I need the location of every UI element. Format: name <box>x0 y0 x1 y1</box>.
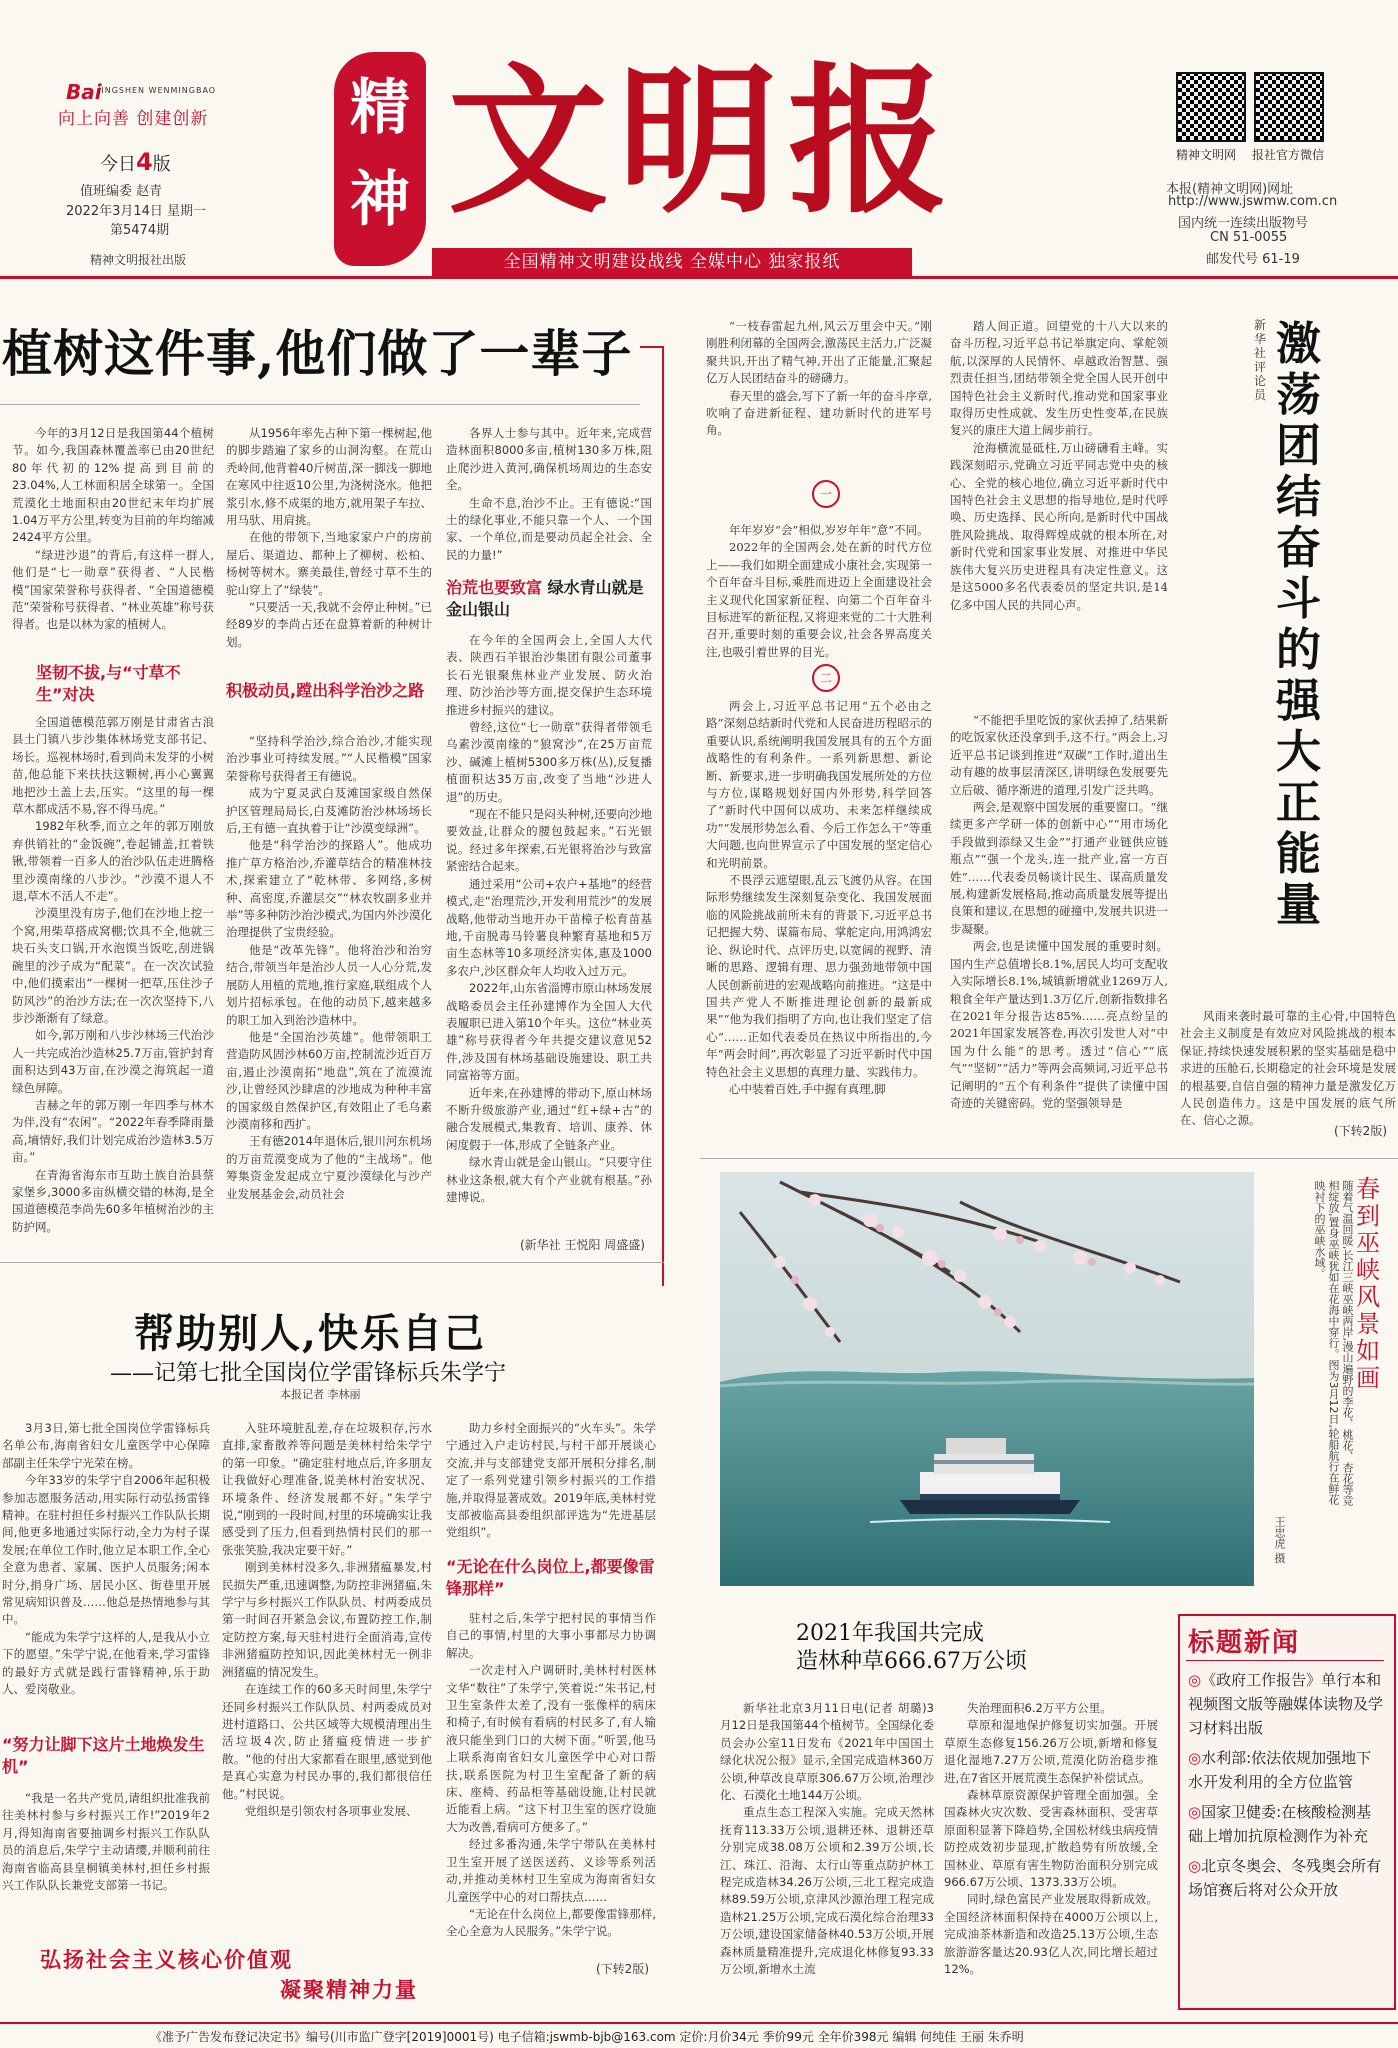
feature-col3b-p2: 一次走村入户调研时,美林村村医林文华“数往”了朱学宁,笑着说:“朱书记,村卫生室条件太差了,没有一张像样的病床和椅子,有时候有看病的村民多了,有人输液只能坐到门口的大树下面。”听罢,他马上联系海南省妇女儿童医学中心对口帮扶,联系医院为村卫生室配备了新的病床、座椅、药品柜等基础设施,让村民就近能看上病。“这下村卫生室的医疗设施大为改善,看病可方便多了。” <box>446 1663 656 1834</box>
bullet-icon: ◎ <box>1188 1671 1202 1689</box>
headlines-title: 标题新闻 <box>1188 1628 1301 1658</box>
qr1-label: 精神文明网 <box>1176 148 1237 162</box>
feature-subtitle: ——记第七批全国岗位学雷锋标兵朱学宁 <box>110 1361 507 1386</box>
duty-editor: 值班编委 赵青 <box>80 184 163 199</box>
headline-item[interactable] <box>1188 1746 1384 1794</box>
info-line-2: http://www.jswmw.com.cn <box>1168 194 1338 209</box>
planting-headline-1: 2021年我国共完成 <box>796 1621 984 1646</box>
photo-title-char: 画 <box>1356 1364 1380 1392</box>
feature-continued: (下转2版) <box>596 1962 649 1976</box>
comm-col-b2-p2: 两会,是观察中国发展的重要窗口。“继续更多产学研一体的创新中心”“用市场化手段做到添绿又生金”“打通产业链供应链瓶点”“强一个龙头,连一批产业,富一方百姓”……代表委员畅谈计民生、谋高质量发展,构建新发展格局,推动高质量发展等提出良策和建议,在思想的碰撞中,发展共识进一步凝聚。 <box>950 800 1168 936</box>
info-line-3: 国内统一连续出版物号 <box>1178 216 1309 231</box>
lead-rule <box>0 404 640 405</box>
bullet-icon: ◎ <box>1188 1857 1202 1875</box>
photo-scene <box>720 1172 1254 1586</box>
comm-col-a3-p1: 两会上,习近平总书记用“五个必由之路”深刻总结新时代党和人民奋进历程昭示的重要认识,系统阐明我国发展具有的五个方面战略性的有利条件。一系列新思想、新论断、新要求,进一步明确我国发展所处的方位与方位,谋略规划好国内外形势,科学回答了“新时代中国何以成功、未来怎样继续成功”“发展形势怎么看、今后工作怎么干”等重大问题,也向世界宣示了中国发展的坚定信心和光明前景。 <box>706 699 932 870</box>
seal-char-2: 神 <box>350 165 410 235</box>
qr-code-website[interactable] <box>1176 72 1246 142</box>
headline-item-text: 《政府工作报告》单行本和视频图文版等融媒体读物及学习材料出版 <box>1188 1671 1384 1737</box>
photo-caption <box>1270 1180 1354 1510</box>
photo-caption-4: 映衬下的巫峡水域。 <box>1313 1180 1326 1279</box>
comm-col-b-p1: 踏人间正道。回望党的十八大以来的奋斗历程,习近平总书记举旗定向、掌舵领航,以深厚的人民情怀、卓越政治智慧、强烈责任担当,团结带领全党全国人民开创中国特色社会主义新时代,推动党和国家事业取得历史性成就、发生历史性变革,在民族复兴的康庄大道上阔步前行。 <box>950 319 1168 438</box>
feature-col1b-p1: “我是一名共产党员,请组织批准我前往美林村参与乡村振兴工作!”2019年2月,得知海南省要抽调乡村振兴工作队队员的消息后,朱学宁主动请缨,并顺利前往海南省临高县皇桐镇美林村,担任乡村振兴工作队队长兼党支部第一书记。 <box>2 1791 210 1893</box>
qr2-label: 报社官方微信 <box>1252 148 1325 162</box>
lead-col2b-p2: 成为宁夏灵武白芨滩国家级自然保护区管理局局长,白芨滩防治沙林场场长后,王有德一直执着于让“沙漠变绿洲”。 <box>226 786 432 836</box>
issue-number: 第5474期 <box>110 223 170 238</box>
seal-chars <box>344 62 416 246</box>
comm-hl-char: 量 <box>1276 878 1322 931</box>
lead-col3b-p6: 近年来,在孙建博的带动下,原山林场不断升级旅游产业,通过“红+绿+古”的融合发展模式,集教育、培训、康养、休闲度假于一体,形成了全链条产业。 <box>446 1085 652 1152</box>
lead-col1b-p1: 全国道德模范郭万刚是甘肃省古浪县土门镇八步沙集体林场党支部书记、场长。巡视林场时,看到尚未发芽的小树苗,他总能下来扶扶这颗树,再小心翼翼地把沙土盖上去,压实。“这里的每一棵草木都成活不易,容不得马虎。” <box>12 715 214 817</box>
comm-hl-char: 激 <box>1276 317 1322 370</box>
feature-col1 <box>2 1420 210 1730</box>
comm-col-b2 <box>950 712 1168 1136</box>
lead-col2-p2: 在他的带领下,当地家家户户的房前屋后、渠道边、都种上了柳树、松柏、杨树等树木。寨美最佳,曾经寸草不生的驼山穿上了“绿装”。 <box>226 530 432 597</box>
feature-col2-p2: 刚到美林村没多久,非洲猪瘟暴发,村民损失严重,迅速调整,为防控非洲猪瘟,朱学宁与乡村振兴工作队队员、村两委成员第一时间召开紧急会议,布置防控工作,制定防控方案,每天驻村进行全面消毒,宣传非洲猪瘟防控知识,因此美林村无一例非洲猪瘟的情况发生。 <box>222 1560 432 1679</box>
lead-col1 <box>12 425 214 657</box>
today-suffix: 版 <box>152 154 171 175</box>
bullet-icon: ◎ <box>1188 1749 1202 1767</box>
photo-credit: 王忠虎 摄 <box>1273 1516 1286 1564</box>
issue-date: 2022年3月14日 星期一 <box>66 204 207 219</box>
comm-tag: 新华社评论员 <box>1254 318 1267 402</box>
values-line-1: 弘扬社会主义核心价值观 <box>40 1947 293 1972</box>
planting-col1-p2: 重点生态工程深入实施。完成天然林抚育113.33万公顷,退耕还林、退耕还草分别完成38.08万公顷和2.39万公顷,长江、珠江、沿海、太行山等重点防护林工程完成造林34.26万公顷,三北工程完成造林89.59万公顷,京津风沙源治理工程完成造林21.25万公顷,完成石漠化综合治理33万公顷,建设国家储备林40.53万公顷,开展森林质量精准提升,完成退化林修复93.33万公顷,新增水土流 <box>720 1805 934 1977</box>
planting-col1 <box>720 1700 934 2010</box>
lead-col1b-p4: 如今,郭万刚和八步沙林场三代治沙人一共完成治沙造林25.7万亩,管护封育面积达到43万亩,在沙漠之海筑起一道绿色屏障。 <box>12 1028 214 1095</box>
feature-col1b <box>2 1790 210 1910</box>
photo-title-char: 峡 <box>1356 1256 1380 1284</box>
comm-hl-char: 斗 <box>1276 572 1322 625</box>
lead-col1b-p3: 沙漠里没有房子,他们在沙地上挖一个窝,用柴草搭成窝棚;饮具不全,他就三块石头支口锅,开水泡馍当饭吃,刮进锅碗里的沙子成为“配菜”。在一次次试验中,他们摸索出“一棵树一把草,压住沙子防风沙”的治沙方法;在一次次坚持下,八步沙渐渐有了绿意。 <box>12 906 214 1025</box>
lead-headline: 植树这件事,他们做了一辈子 <box>2 324 633 383</box>
comm-hl-char: 正 <box>1276 776 1322 829</box>
comm-col-b <box>950 318 1168 694</box>
info-line-4: CN 51-0055 <box>1210 230 1288 245</box>
section-rule <box>0 1262 664 1263</box>
lead-source: (新华社 王悦阳 周盛盛) <box>520 1238 645 1252</box>
photo-caption-2: 李花、桃花、杏花等竞相绽放,置身巫峡犹如在 <box>1327 1180 1354 1506</box>
comm-col-a3 <box>706 698 932 1132</box>
brand-english: JINGSHEN WENMINGBAO <box>98 86 217 95</box>
lead-col3b-p2: 曾经,这位“七一勋章”获得者带领毛乌素沙漠南缘的“狼窝沙”,在25万亩荒沙、碱滩上植树5300多万株(丛),反复播植面积达35万亩,改变了当地“沙进人退”的历史。 <box>446 720 652 804</box>
feature-col1-p1: 3月3日,第七批全国岗位学雷锋标兵名单公布,海南省妇女儿童医学中心保障部副主任朱学宁光荣在榜。 <box>2 1421 210 1470</box>
footer-text: 《准予广告发布登记决定书》编号(川市监广登字[2019]0001号) 电子信箱:jswmb-bjb@163.com 定价:月价34元 季价99元 全年价398元 编辑 何纯佳 王丽 朱乔明 <box>150 2030 1024 2044</box>
lead-col2b-p6: 王有德2014年退休后,银川河东机场的万亩荒漠变成为了他的“主战场”。他筹集资金发起成立宁夏沙漠绿化与沙产业发展基金会,动员社会 <box>226 1134 432 1201</box>
photo-title-char: 风 <box>1356 1283 1380 1311</box>
lead-col3b-p7: 绿水青山就是金山银山。“只要守住林业这条根,就大有个产业就有根基。”孙建博说。 <box>446 1155 652 1204</box>
lead-sub2: 积极动员,蹚出科学治沙之路 <box>226 681 425 700</box>
feature-headline: 帮助别人,快乐自己 <box>134 1310 486 1357</box>
lead-col3b-p3: “现在不能只是闷头种树,还要向沙地要效益,让群众的腰包鼓起来。”石光银说。经过多年探索,石光银将治沙与致富紧密结合起来。 <box>446 807 652 874</box>
today-prefix: 今日 <box>100 154 136 175</box>
comm-continued: (下转2版) <box>1334 1124 1387 1138</box>
qr-code-wechat[interactable] <box>1254 72 1324 142</box>
lead-col2b-p5: 他是“全国治沙英雄”。他带领职工营造防风固沙林60万亩,控制流沙近百万亩,遏止沙漠南拓“地盘”,筑在了流漠流沙,让曾经风沙肆虐的沙地成为种种丰富的国家级自然保护区,有效阻止了毛乌素沙漠南移和西扩。 <box>226 1029 432 1131</box>
lead-col1b-p6: 在青海省海东市互助土族自治县蔡家堡乡,3000多亩纵横交错的林海,是全国道德模范李尚先60多年植树治沙的主防护网。 <box>12 1167 214 1234</box>
lead-col1b <box>12 714 214 1244</box>
comm-bottom-rule <box>700 1158 1398 1159</box>
lead-col1-p2: “绿进沙退”的背后,有这样一群人,他们是“七一勋章”获得者、“人民楷模”国家荣誉称号获得者、“全国道德模范”荣誉称号获得者、“林业英雄”称号获得者。也是以林为家的植树人。 <box>12 547 214 632</box>
lead-col1-p1: 今年的3月12日是我国第44个植树节。如今,我国森林覆盖率已由20世纪80年代初的12%提高到目前的23.04%,人工林面积居全球第一。全国荒漠化土地面积由20世纪末年均扩展1.04万平方公里,转变为目前的年均缩减2424平方公里。 <box>12 426 214 545</box>
photo-title <box>1356 1176 1386 1392</box>
lead-col2-p3: “只要活一天,我就不会停止种树。”已经89岁的李尚占还在盘算着新的种树计划。 <box>226 600 432 649</box>
headline-item[interactable] <box>1188 1668 1384 1740</box>
comm-col-b2-p3: 两会,也是读懂中国发展的重要时刻。国内生产总值增长8.1%,居民人均可支配收入实际增长8.1%,城镇新增就业1269万人,粮食全年产量达到1.3万亿斤,创新指数排名在2021年分报告达85%……亮点纷呈的2021年国家发展答卷,再次引发世人对“中国为什么能”的思考。透过“信心”“底气”“坚韧”“活力”等两会高频词,习近平总书记阐明的“五个有利条件”提供了读懂中国奇迹的关键密码。党的坚强领导是 <box>950 939 1168 1110</box>
planting-col2-p3: 森林草原资源保护管理全面加强。全国森林火灾次数、受害森林面积、受害草原面积显著下降趋势,全国松材线虫病疫情防控成效初步显现,扩散趋势有所放缓,全国林业、草原有害生物防治面积分别完成966.67万公顷、1373.33万公顷。 <box>944 1788 1158 1890</box>
planting-col2-p4: 同时,绿色富民产业发展取得新成效。全国经济林面积保持在4000万公顷以上,完成油茶林新造和改造25.13万公顷,生态旅游游客量达20.93亿人次,同比增长超过12%。 <box>944 1892 1158 1977</box>
feature-col3-p1: 助力乡村全面振兴的“火车头”。朱学宁通过入户走访村民,与村干部开展谈心交流,并与支部建党支部开展积分排名,制定了一系列党建引领乡村振兴的工作措施,并取得显著成效。2019年底,美林村党支部被临高县委组织部评选为“先进基层党组织”。 <box>446 1421 656 1540</box>
photo-wu-gorge <box>720 1172 1254 1586</box>
comm-col-b-p2: 沧海横流显砥柱,万山磅礴看主峰。实践深刻昭示,党确立习近平同志党中央的核心、全党的核心地位,确立习近平新时代中国特色社会主义思想的指导地位,是时代呼唤、历史选择、民心所向,是新时代中国战胜风险挑战、取得辉煌成就的根本所在,对新时代党和国家事业发展、对推进中华民族伟大复兴历史进程具有决定性意义。这是这5000多名代表委员的坚定共识,是14亿多中国人民的共同心声。 <box>950 440 1168 612</box>
slogan: 向上向善 创建创新 <box>58 109 209 129</box>
comm-col-a3-p2: 不畏浮云遮望眼,乱云飞渡仍从容。在国际形势继续发生深刻复杂变化、我国发展面临的风险挑战前所未有的背景下,习近平总书记把握大势、谋篇布局、掌舵定向,用鸿鸿宏论、纵论时代、点评历史,以宽阔的视野、清晰的思路、逻辑有理、思力强劲地带领中国人民创新前进的宏观战略向前推进。“这是中国共产党人不断推进理论创新的最新成果”“他为我们指明了方向,也让我们坚定了信心”……正如代表委员在热议中所指出的,今年“两会时间”,再次彰显了习近平新时代中国特色社会主义思想的真理力量、实践伟力。 <box>706 873 932 1079</box>
values-line-2: 凝聚精神力量 <box>280 1977 418 2002</box>
headline-item[interactable] <box>1188 1800 1384 1848</box>
headlines-rule <box>1186 1660 1384 1661</box>
lead-col3b-p4: 通过采用“公司+农户+基地”的经营模式,走“治理荒沙,开发利用荒沙”的发展战略,他带动当地开办干苗樟子松育苗基地,千亩脱毒马铃薯良种繁育基地和5万亩生态林等10多项经济实体,惠及1000多农户,沙区群众年人均收入过万元。 <box>446 876 652 978</box>
bullet-icon: ◎ <box>1188 1803 1202 1821</box>
comm-col-a2-p1: 年年岁岁“会”相似,岁岁年年“意”不同。 <box>729 523 929 537</box>
lead-col1b-p5: 吉赫之年的郭万刚一年四季与林木为伴,没有“农闲”。“2022年春季降雨量高,墒情好,我们计划完成治沙造林3.5万亩。” <box>12 1097 214 1165</box>
comm-hl-char: 结 <box>1276 470 1322 523</box>
feature-col2-p4: 党组织是引领农村各项事业发展、 <box>245 1803 418 1818</box>
planting-col1-p1: 新华社北京3月11日电(记者 胡璐)3月12日是我国第44个植树节。全国绿化委员会办公室11日发布《2021年中国国土绿化状况公报》显示,全国完成造林360万公顷,种草改良草原306.67万公顷,治理沙化、石漠化土地144万公顷。 <box>720 1701 934 1803</box>
feature-col3b-p4: “无论在什么岗位上,都要像雷锋那样,全心全意为人民服务。”朱学宁说。 <box>446 1906 656 1939</box>
comm-hl-char: 能 <box>1276 827 1322 880</box>
lead-col2b <box>226 733 432 1245</box>
lead-col2b-p4: 他是“改革先锋”。他将治沙和治穷结合,带领当年是治沙人员一人心分荒,发展防人用植的荒地,推行家庭,联组成个人划片招标承包。在他的动员下,越来越多的职工加入到治沙造林中。 <box>226 942 432 1027</box>
comm-col-a2-p2: 2022年的全国两会,处在新的时代方位上——我们如期全面建成小康社会,实现第一个百年奋斗目标,乘胜而进迈上全面建设社会主义现代化国家新征程、向第二个百年奋斗目标进军的新征程,又将迎来党的二十大胜利召开,重要时刻的重要会议,社会各界高度关注,也吸引着世界的目光。 <box>706 540 932 659</box>
comm-hl-char: 荡 <box>1276 368 1322 421</box>
comm-col-a-p2: 春天里的盛会,写下了新一年的奋斗序章,吹响了奋进新征程、建功新时代的进军号角。 <box>706 388 932 438</box>
masthead-banner: 全国精神文明建设战线 全媒中心 独家报纸 <box>432 248 912 276</box>
info-line-1: 本报(精神文明网)网址 <box>1166 182 1294 197</box>
photo-title-char: 巫 <box>1356 1229 1380 1257</box>
lead-col2b-p3: 他是“科学治沙的探路人”。他成功推广草方格治沙,乔灌草结合的精准林技术,探索建立了“乾林带、多网络,多树种、高密度,乔灌层交”“林农牧副多业并举”等多种防沙治沙模式,为国内外沙漠化治理提供了宝贵经验。 <box>226 838 432 940</box>
comm-col-a <box>706 318 932 452</box>
lead-col3-p1: 各界人士参与其中。近年来,完成营造林面积8000多亩,植树130多万株,阻止爬沙进入黄河,确保机场周边的生态安全。 <box>446 426 652 493</box>
lead-accent-line <box>640 346 664 348</box>
comm-hl-char: 的 <box>1276 623 1322 676</box>
feature-col3b-p3: 经过多番沟通,朱学宁带队在美林村卫生室开展了送医送药、义诊等系列活动,并推动美林村卫生室成为海南省妇女儿童医学中心的对口帮扶点…… <box>446 1837 656 1904</box>
feature-col3b-p1: 驻村之后,朱学宁把村民的事情当作自己的事情,村里的大事小事都尽力协调解决。 <box>446 1611 656 1660</box>
comm-hl-char: 团 <box>1276 419 1322 472</box>
planting-headline-2: 造林种草666.67万公顷 <box>796 1649 1027 1674</box>
lead-col1b-p2: 1982年秋季,而立之年的郭万刚放弃供销社的“金饭碗”,卷起铺盖,扛着铁锹,带领着一百多人的治沙队伍走进腾格里沙漠南缘的八步沙。“沙漠不退人不退,草木不活人不走”。 <box>12 819 214 904</box>
lead-sub3-black: 绿水青山就是金山银山 <box>446 578 644 619</box>
feature-sub1: “努力让脚下这片土地焕发生机” <box>2 1735 205 1776</box>
brand-logo: Bai <box>66 80 102 104</box>
feature-col2-p3: 在连续工作的60多天时间里,朱学宁还同乡村振兴工作队队员、村两委成员对进村道路口、公共区域等大规模清理出生活垃圾4次,防止猪瘟疫情进一步扩散。“他的付出大家都看在眼里,感觉到他是真心实意为村民办事的,我们都很信任他。”村民说。 <box>222 1682 432 1801</box>
comm-col-b2-p1: “不能把手里吃饭的家伙丢掉了,结果新的吃饭家伙还没拿到手,这不行。”两会上,习近平总书记谈到推进“双碳”工作时,道出生动有趣的故事层清深区,讲明绿色发展要先立后破、循序渐进的道理,引发广泛共鸣。 <box>950 713 1168 797</box>
feature-col1-p2: 今年33岁的朱学宁自2006年起积极参加志愿服务活动,用实际行动弘扬雷锋精神。在驻村担任乡村振兴工作队队长期间,他更多地通过实际行动,全力为村子谋发展;在单位工作时,他立足本职工作,全心全意为患者、家属、医护人员服务;闲本时分,捐身广场、居民小区、街巷里开展常见病知识普及……他总是热情地参与其中。 <box>2 1473 210 1627</box>
comm-col-c-p1: 风雨来袭时最可靠的主心骨,中国特色社会主义制度是有效应对风险挑战的根本保证,持续快速发展积累的坚实基础是稳中求进的压舱石,长期稳定的社会环境是发展的根基要,自信自强的精神力量是激发亿万人民创造伟力。这是中国发展的底气所在、信心之源。 <box>1180 1009 1396 1128</box>
lead-col3b-p5: 2022年,山东省淄博市原山林场发展战略委员会主任孙建博作为全国人大代表履职已进入第10个年头。这位“林业英雄”称号获得者今年共提交建议意见52件,涉及国有林场基础设施建设、职工共同富裕等方面。 <box>446 981 652 1083</box>
photo-title-char: 春 <box>1356 1175 1380 1203</box>
feature-col3 <box>446 1420 656 1548</box>
lead-col3b-p1: 在今年的全国两会上,全国人大代表、陕西石羊银治沙集团有限公司董事长石光银聚焦林业产业发展、防火治理、防沙治沙等方面,提交保护生态环境推进乡村振兴的建议。 <box>446 633 652 717</box>
lead-sub3-red: 治荒也要致富 <box>446 578 543 597</box>
lead-sub1: 坚韧不拔,与“寸草不生”对决 <box>36 663 181 704</box>
info-line-5: 邮发代号 61-19 <box>1206 252 1300 267</box>
today-edition <box>100 148 171 176</box>
newspaper-title: 文明报 <box>448 47 959 235</box>
feature-col1-p3: “能成为朱学宁这样的人,是我从小立下的愿望。”朱学宁说,在他看来,学习雷锋的最好方式就是践行雷锋精神,乐于助人、爱岗敬业。 <box>2 1629 210 1697</box>
feature-sub2: “无论在什么岗位上,都要像雷锋那样” <box>446 1557 655 1598</box>
comm-col-a-p1: “一枝春雷起九州,风云万里会中天。”刚刚胜利闭幕的全国两会,激荡民主活力,广泛凝聚共识,开出了精气神,开出了正能量,汇聚起亿万人民团结奋斗的磅礴力。 <box>706 319 932 386</box>
comm-headline <box>1276 318 1328 930</box>
feature-byline: 本报记者 李林丽 <box>280 1388 361 1401</box>
today-num: 4 <box>136 148 153 176</box>
photo-caption-1: 随着气温回暖,长江三峡巫峡两岸,漫山遍野的 <box>1341 1180 1354 1396</box>
lead-col2 <box>226 425 432 675</box>
lead-col2b-p1: “坚持科学治沙,综合治沙,才能实现治沙事业可持续发展。”“人民楷模”国家荣誉称号获得者王有德说。 <box>226 734 432 783</box>
seal-char-1: 精 <box>350 73 410 143</box>
headline-item[interactable] <box>1188 1854 1384 1902</box>
photo-title-char: 景 <box>1356 1310 1380 1338</box>
comm-num-2: 二 <box>812 664 840 692</box>
comm-num-1: 一 <box>812 480 840 508</box>
feature-col2-p1: 入驻环境脏乱差,存在垃圾积存,污水直排,家畜散养等问题是美林村给朱学宁的第一印象。“确定驻村地点后,许多朋友让我做好心理准备,说美林村治安状况、环境条件、经济发展都不好。”朱学宁说,“刚到的一段时间,村里的环境确实让我感受到了压力,但看到热情村民们的那一张张笑脸,我决定要干好。” <box>222 1421 432 1557</box>
comm-hl-char: 强 <box>1276 674 1322 727</box>
planting-col2 <box>944 1700 1158 2010</box>
feature-col2 <box>222 1420 432 1890</box>
lead-col3 <box>446 425 652 565</box>
headline-item-text: 水利部:依法依规加强地下水开发利用的全方位监管 <box>1188 1749 1372 1791</box>
photo-caption-3: 花海中穿行。图为3月12日,轮船航行在鲜花 <box>1327 1293 1340 1505</box>
planting-col2-p2: 草原和湿地保护修复切实加强。开展草原生态修复156.26万公顷,新增和修复退化湿地7.27万公顷,荒漠化防治稳步推进,在7省区开展荒漠生态保护补偿试点。 <box>944 1718 1158 1785</box>
lead-col3b <box>446 632 652 1218</box>
publisher: 精神文明报社出版 <box>90 253 187 267</box>
photo-title-char: 到 <box>1356 1202 1380 1230</box>
lead-col2-p1: 从1956年率先占种下第一棵树起,他的脚步踏遍了家乡的山洞沟壑。在荒山秃岭间,他背着40斤树苗,深一脚浅一脚地在寒风中往返10公里,为浇树浇水。他把浆引水,修不成渠的地方,就用架子车拉、用马驮、用肩挑。 <box>226 426 432 528</box>
comm-hl-char: 大 <box>1276 725 1322 778</box>
photo-title-char: 如 <box>1356 1337 1380 1365</box>
masthead-divider <box>0 276 1398 279</box>
lead-sub3 <box>446 577 656 621</box>
comm-col-a3-p3: 心中装着百姓,手中握有真理,脚 <box>729 1081 886 1096</box>
feature-col3b <box>446 1610 656 1950</box>
comm-hl-char: 奋 <box>1276 521 1322 574</box>
comm-col-c <box>1180 1008 1396 1138</box>
headline-item-text: 北京冬奥会、冬残奥会所有场馆赛后将对公众开放 <box>1188 1857 1382 1899</box>
lead-accent-vertical <box>662 346 664 1286</box>
footer-rule <box>0 2022 1398 2024</box>
planting-col2-p1: 失治理面积6.2万平方公里。 <box>967 1701 1112 1715</box>
headlines-list <box>1188 1668 1384 1902</box>
lead-col3-p2: 生命不息,治沙不止。王有德说:“国土的绿化事业,不能只靠一个人、一个国家、一个单位,而是要动员起全社会、全民的力量!” <box>446 495 652 562</box>
headline-item-text: 国家卫健委:在核酸检测基础上增加抗原检测作为补充 <box>1188 1803 1372 1845</box>
